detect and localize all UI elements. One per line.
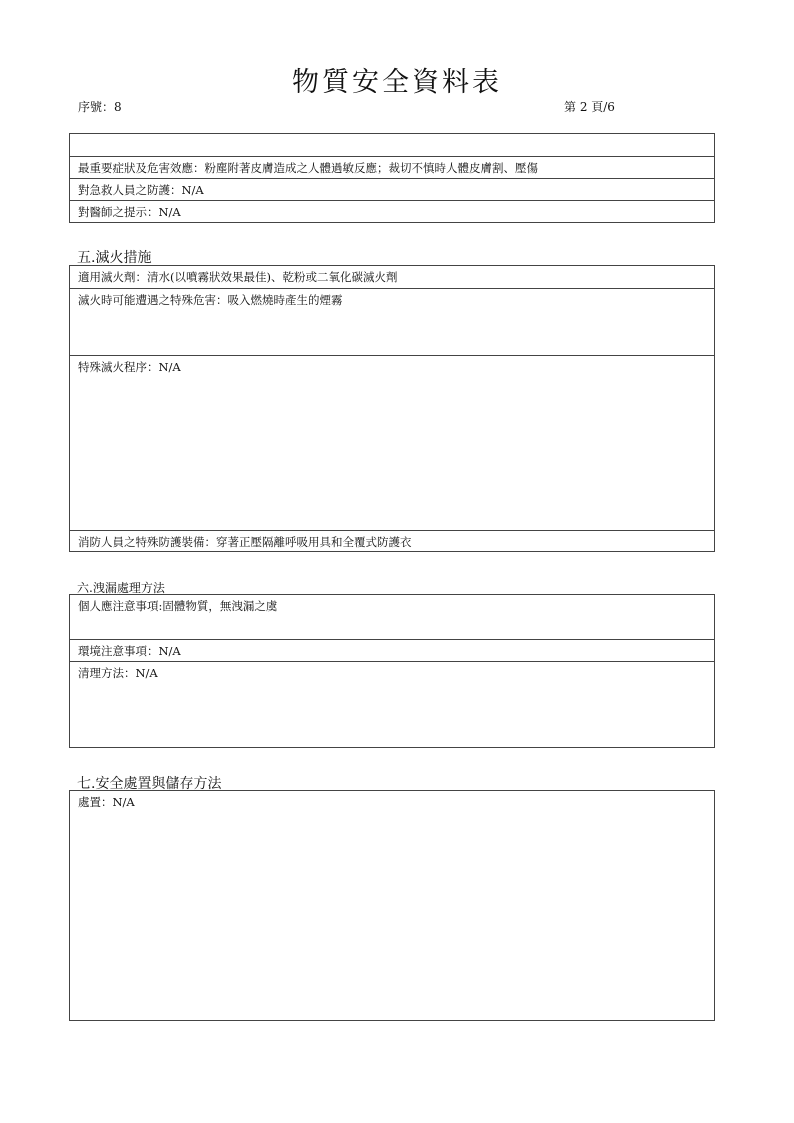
section-7-heading: 七.安全處置與儲存方法	[77, 776, 222, 792]
firefighter-equipment-row: 消防人員之特殊防護裝備：穿著正壓隔離呼吸用具和全覆式防護衣	[70, 530, 714, 552]
spill-handling-table	[69, 594, 715, 748]
handling-row: 處置：N/A	[78, 795, 135, 809]
first-aid-symptoms-row: 最重要症狀及危害效應：粉塵附著皮膚造成之人體過敏反應；裁切不慎時人體皮膚割、壓傷	[70, 156, 714, 178]
serial-number: 序號：8	[78, 100, 122, 114]
personal-precautions-row: 個人應注意事項:固體物質，無洩漏之虞	[78, 599, 278, 613]
extinguishing-media-row: 適用滅火劑：清水(以噴霧狀效果最佳)、乾粉或二氧化碳滅火劑	[78, 270, 398, 284]
section-6-heading: 六.洩漏處理方法	[77, 581, 165, 595]
cleanup-method-row: 清理方法：N/A	[70, 661, 714, 748]
special-hazards-row: 滅火時可能遭遇之特殊危害：吸入燃燒時產生的煙霧	[70, 288, 714, 355]
environmental-precautions-row: 環境注意事項：N/A	[70, 639, 714, 661]
page-number: 第 2 頁/6	[564, 100, 615, 114]
handling-storage-table	[69, 790, 715, 1021]
special-procedures-row: 特殊滅火程序：N/A	[70, 355, 714, 530]
first-aid-empty-row	[70, 134, 714, 156]
document-title: 物質安全資料表	[292, 67, 502, 98]
fire-fighting-table	[69, 265, 715, 552]
section-5-heading: 五.滅火措施	[77, 250, 152, 266]
first-aid-physician-note-row: 對醫師之提示：N/A	[70, 200, 714, 223]
first-aid-table	[69, 133, 715, 223]
first-aid-responder-protection-row: 對急救人員之防護：N/A	[70, 178, 714, 200]
